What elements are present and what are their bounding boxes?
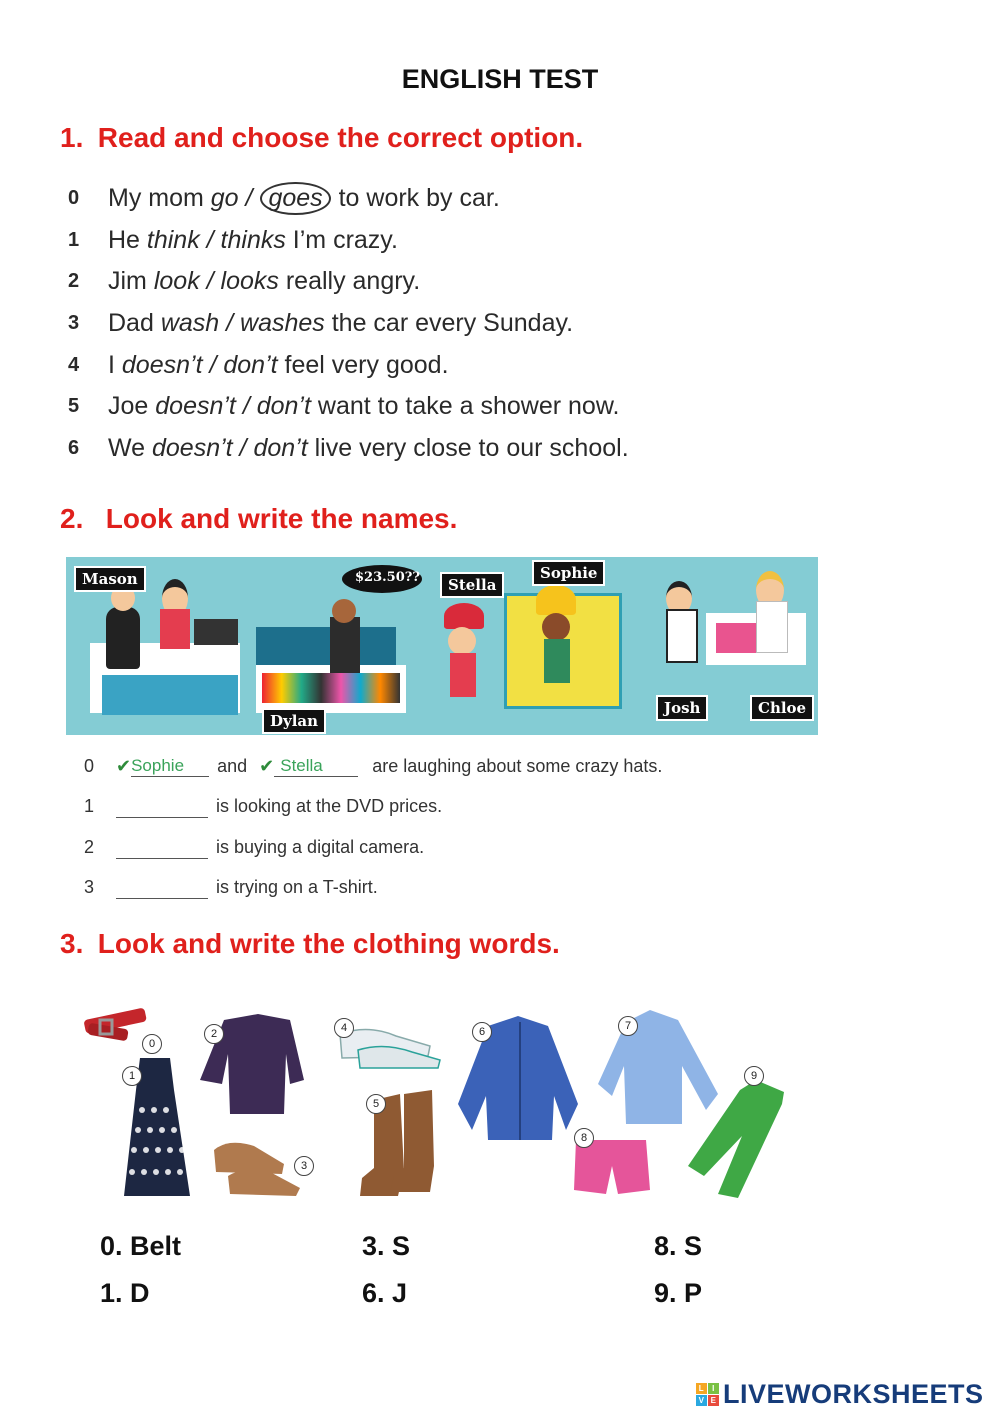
sentence-start: We [108,433,152,462]
connector-text: and [217,755,248,776]
item-number: 2 [84,836,95,857]
logo-mark-letter: L [696,1383,707,1394]
sentence-start: Dad [108,309,161,338]
cashier-body [160,609,190,649]
clothing-pictures [78,1000,818,1210]
picture-number: 4 [334,1018,354,1038]
name-input-blank[interactable] [116,876,208,899]
page-title: ENGLISH TEST [401,64,599,94]
sentence-text: is buying a digital camera. [216,836,425,857]
sentence-end: really angry. [278,267,421,296]
logo-mark-icon [696,1383,719,1406]
section-2-heading [60,503,457,535]
answer-1[interactable]: 1. D [100,1278,150,1308]
dvd-screens [256,627,396,665]
sentence-start: My mom [108,184,211,213]
sentence-start: Joe [108,392,156,421]
sneakers-image [340,1029,440,1068]
person-josh [666,609,698,663]
picture-number: 7 [618,1016,638,1036]
list-item [84,868,662,909]
answer-0[interactable]: 0. Belt [100,1231,182,1261]
section-heading-text: Look and write the names. [105,503,458,534]
item-number: 3 [84,877,95,898]
sentence-end: feel very good. [277,350,449,379]
sentence-start: Jim [108,267,154,296]
picture-number: 0 [142,1034,162,1054]
circled-answer: goes [260,182,330,215]
option-choice[interactable]: doesn’t / don’t [152,433,308,462]
shop-scene-illustration [66,557,818,735]
answer-sophie: Sophie [131,756,209,777]
section-heading-text: Look and write the clothing words. [97,928,560,959]
section-number: 2. [60,503,84,534]
sentence-end: the car every Sunday. [324,309,574,338]
name-input-blank[interactable] [116,836,208,859]
list-item [68,386,629,428]
person-dylan [330,617,360,673]
price-bubble-text: $23.50?? [355,570,420,585]
option-choice[interactable]: look / looks [153,267,279,296]
item-number: 0 [84,755,95,776]
option-choice[interactable]: wash / washes [160,309,325,338]
section-heading-text: Read and choose the correct option. [97,122,584,153]
sentence-text: is looking at the DVD prices. [216,796,443,817]
list-item [84,746,662,787]
sentence-text: is trying on a T-shirt. [216,877,378,898]
liveworksheets-logo[interactable] [696,1379,984,1410]
picture-number: 6 [472,1022,492,1042]
section-1-heading [60,122,583,154]
label-chloe: Chloe [750,695,814,721]
picture-number: 1 [122,1066,142,1086]
section-number: 3. [60,928,84,959]
list-item [68,344,629,386]
shorts-image [574,1140,650,1194]
item-number: 6 [68,436,80,459]
item-number: 0 [68,187,80,210]
person-mason [106,607,140,669]
clothing-illustrations [78,1000,818,1210]
section-number: 1. [60,122,84,153]
logo-mark-letter: V [696,1395,707,1406]
option-choice[interactable]: doesn’t / don’t [121,350,278,379]
list-item [68,220,629,262]
check-icon: ✔ [116,755,132,776]
logo-mark-letter: I [708,1383,719,1394]
list-item [68,178,629,220]
yellow-hat [536,585,576,615]
belt-image [83,1007,147,1041]
label-mason: Mason [74,566,146,592]
answer-3[interactable]: 3. S [362,1231,411,1261]
item-number: 4 [68,353,80,376]
item-number: 5 [68,395,80,418]
list-item [68,428,629,470]
picture-number: 8 [574,1128,594,1148]
person-chloe [756,601,788,653]
answer-6[interactable]: 6. J [362,1278,408,1308]
label-stella: Stella [440,572,504,598]
name-input-blank[interactable] [116,795,208,818]
dvd-row [262,673,400,703]
sentence-start: He [108,225,147,254]
cash-register [194,619,238,645]
red-hat [444,603,484,629]
label-josh: Josh [656,695,708,721]
picture-number: 5 [366,1094,386,1114]
person-sophie [544,639,570,683]
label-dylan: Dylan [262,708,326,734]
picture-number: 3 [294,1156,314,1176]
check-icon: ✔ [259,755,275,776]
list-item [84,827,662,868]
person-head [448,627,476,655]
item-number: 2 [68,270,80,293]
item-number: 1 [68,228,80,251]
item-number: 3 [68,312,80,335]
option-a: go / [210,184,260,213]
sentence-end: live very close to our school. [307,433,629,462]
person-head [542,613,570,641]
list-item [68,261,629,303]
answer-stella: Stella [274,756,358,777]
sentence-end: want to take a shower now. [310,392,620,421]
logo-text: LIVEWORKSHEETS [723,1379,984,1409]
option-choice[interactable]: doesn’t / don’t [155,392,311,421]
answer-8[interactable]: 8. S [654,1231,703,1261]
counter-front [102,675,238,715]
label-sophie: Sophie [532,560,605,586]
answer-9[interactable]: 9. P [654,1278,703,1308]
list-item [84,787,662,828]
section-3-heading [60,928,560,960]
exercise-2-list [84,746,662,908]
exercise-1-list [68,178,629,469]
picture-number: 2 [204,1024,224,1044]
sentence-text: are laughing about some crazy hats. [372,755,663,776]
item-number: 1 [84,796,95,817]
shirt-image [598,1010,718,1124]
person-stella [450,653,476,697]
logo-mark-letter: E [708,1395,719,1406]
sentence-end: to work by car. [331,184,500,213]
sentence-end: I’m crazy. [285,225,398,254]
sentence-start: I [108,350,122,379]
option-choice[interactable]: think / thinks [146,225,286,254]
list-item [68,303,629,345]
person-head [332,599,356,623]
picture-number: 9 [744,1066,764,1086]
shoes-image [214,1143,300,1196]
